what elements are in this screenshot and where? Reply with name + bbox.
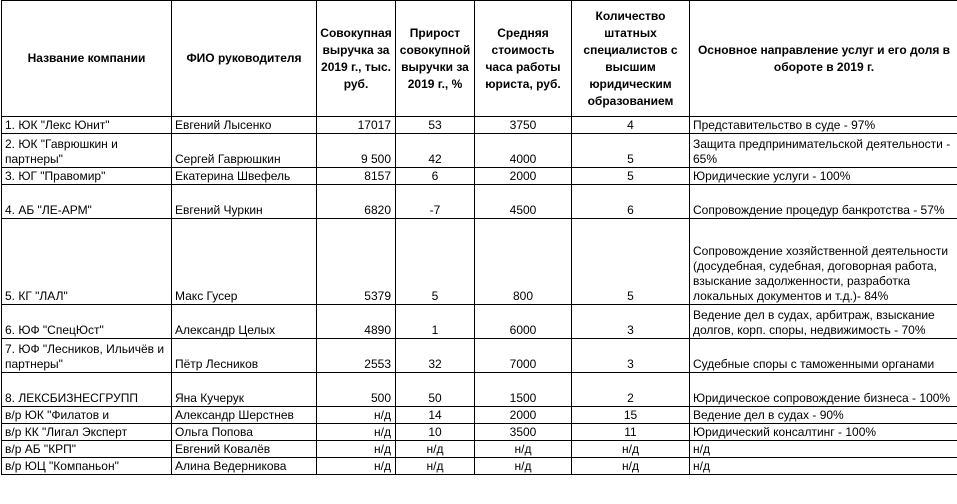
company-cell: в/р ЮК "Филатов и [2,407,172,424]
col-header-director: ФИО руководителя [172,1,317,117]
lawyers-cell: 2 [572,373,690,407]
growth-cell: 1 [396,305,475,339]
growth-cell: 10 [396,424,475,441]
company-cell: 1. ЮК "Лекс Юнит" [2,117,172,134]
col-header-revenue: Совокупная выручка за 2019 г., тыс. руб. [317,1,396,117]
revenue-cell: 5379 [317,219,396,305]
growth-cell: 42 [396,134,475,168]
main-service-cell: Сопровождение процедур банкротства - 57% [690,185,957,219]
main-service-cell: н/д [690,458,957,475]
table-row [2,373,957,407]
growth-cell: н/д [396,458,475,475]
growth-cell: н/д [396,441,475,458]
hour-rate-cell: 3750 [475,117,572,134]
revenue-cell: 4890 [317,305,396,339]
lawyers-cell: 11 [572,424,690,441]
lawyers-cell: 5 [572,219,690,305]
company-cell: в/р ЮЦ "Компаньон" [2,458,172,475]
table-row [2,185,957,219]
main-service-cell: Представительство в суде - 97% [690,117,957,134]
hour-rate-cell: 1500 [475,373,572,407]
hour-rate-cell: 3500 [475,424,572,441]
hour-rate-cell: 4500 [475,185,572,219]
table-row [2,219,957,305]
hour-rate-cell: н/д [475,441,572,458]
hour-rate-cell: 800 [475,219,572,305]
main-service-cell: Юридические услуги - 100% [690,168,957,185]
growth-cell: 53 [396,117,475,134]
company-cell: 2. ЮК "Гаврюшкин и партнеры" [2,134,172,168]
col-header-growth: Прирост совокупной выручки за 2019 г., % [396,1,475,117]
revenue-cell: 8157 [317,168,396,185]
col-header-hour-rate: Средняя стоимость часа работы юриста, руб. [475,1,572,117]
table-row [2,117,957,134]
main-service-cell: Ведение дел в судах - 90% [690,407,957,424]
table-row [2,305,957,339]
lawyers-cell: н/д [572,458,690,475]
growth-cell: -7 [396,185,475,219]
revenue-cell: 9 500 [317,134,396,168]
director-cell: Евгений Чуркин [172,185,317,219]
growth-cell: 14 [396,407,475,424]
director-cell: Ольга Попова [172,424,317,441]
header-row [2,1,957,117]
company-cell: 6. ЮФ "СпецЮст" [2,305,172,339]
lawyers-cell: 5 [572,134,690,168]
lawyers-cell: 6 [572,185,690,219]
director-cell: Сергей Гаврюшкин [172,134,317,168]
lawyers-cell: 3 [572,339,690,373]
lawyers-cell: 5 [572,168,690,185]
lawyers-cell: 4 [572,117,690,134]
director-cell: Екатерина Швефель [172,168,317,185]
main-service-cell: н/д [690,441,957,458]
company-cell: 5. КГ "ЛАЛ" [2,219,172,305]
growth-cell: 50 [396,373,475,407]
main-service-cell: Юридический консалтинг - 100% [690,424,957,441]
main-service-cell: Сопровождение хозяйственной деятельности (досудебная, судебная, договорная работа, взыскание задолженности, разработка локальных документов и т.д.)- 84% [690,219,957,305]
company-cell: в/р КК "Лигал Эксперт [2,424,172,441]
table-row [2,407,957,424]
table-row [2,458,957,475]
hour-rate-cell: 4000 [475,134,572,168]
company-cell: в/р АБ "КРП" [2,441,172,458]
table-row [2,134,957,168]
director-cell: Алина Ведерникова [172,458,317,475]
lawyers-cell: н/д [572,441,690,458]
lawyers-cell: 15 [572,407,690,424]
main-service-cell: Ведение дел в судах, арбитраж, взыскание долгов, корп. споры, недвижимость - 70% [690,305,957,339]
table-row [2,441,957,458]
director-cell: Александр Шерстнев [172,407,317,424]
revenue-cell: 6820 [317,185,396,219]
revenue-cell: 2553 [317,339,396,373]
col-header-lawyers: Количество штатных специалистов с высшим юридическим образованием [572,1,690,117]
table-row [2,424,957,441]
director-cell: Макс Гусер [172,219,317,305]
company-cell: 7. ЮФ "Лесников, Ильичёв и партнеры" [2,339,172,373]
revenue-cell: н/д [317,424,396,441]
hour-rate-cell: 2000 [475,407,572,424]
company-cell: 8. ЛЕКСБИЗНЕСГРУПП [2,373,172,407]
growth-cell: 5 [396,219,475,305]
table-row [2,339,957,373]
table-row [2,168,957,185]
director-cell: Яна Кучерук [172,373,317,407]
revenue-cell: 17017 [317,117,396,134]
growth-cell: 6 [396,168,475,185]
director-cell: Евгений Лысенко [172,117,317,134]
revenue-cell: н/д [317,458,396,475]
director-cell: Евгений Ковалёв [172,441,317,458]
main-service-cell: Судебные споры с таможенными органами [690,339,957,373]
rating-table [1,0,957,475]
col-header-main-service: Основное направление услуг и его доля в обороте в 2019 г. [690,1,957,117]
main-service-cell: Юридическое сопровождение бизнеса - 100% [690,373,957,407]
company-cell: 3. ЮГ "Правомир" [2,168,172,185]
hour-rate-cell: 6000 [475,305,572,339]
hour-rate-cell: н/д [475,458,572,475]
hour-rate-cell: 7000 [475,339,572,373]
director-cell: Александр Целых [172,305,317,339]
revenue-cell: н/д [317,407,396,424]
growth-cell: 32 [396,339,475,373]
lawyers-cell: 3 [572,305,690,339]
main-service-cell: Защита предпринимательской деятельности - 65% [690,134,957,168]
revenue-cell: 500 [317,373,396,407]
hour-rate-cell: 2000 [475,168,572,185]
director-cell: Пётр Лесников [172,339,317,373]
col-header-company: Название компании [2,1,172,117]
revenue-cell: н/д [317,441,396,458]
company-cell: 4. АБ "ЛЕ-АРМ" [2,185,172,219]
